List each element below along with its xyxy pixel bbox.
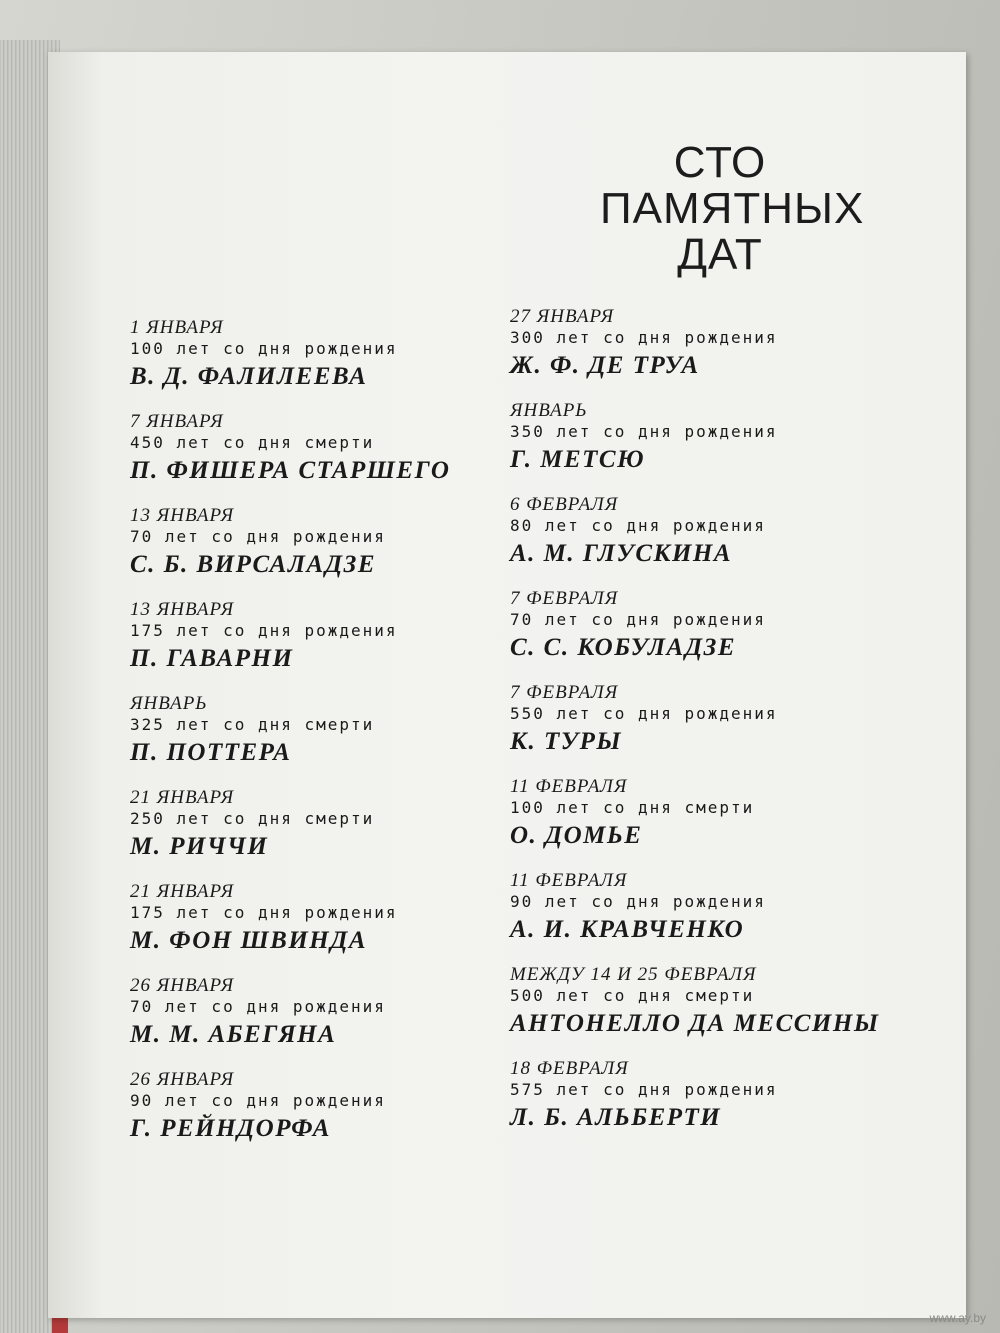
entry-date: 6 ФЕВРАЛЯ (510, 494, 619, 515)
entry-date: 7 ФЕВРАЛЯ (510, 682, 619, 703)
entry-anniversary: 100 лет со дня рождения (130, 339, 398, 358)
entry-date: 18 ФЕВРАЛЯ (510, 1058, 629, 1079)
entry-name: П. ПОТТЕРА (130, 739, 292, 766)
entry-name: А. М. ГЛУСКИНА (510, 540, 733, 567)
entry-date: 21 ЯНВАРЯ (130, 881, 235, 902)
entry-date: 26 ЯНВАРЯ (130, 975, 235, 996)
entry-anniversary: 90 лет со дня рождения (130, 1091, 386, 1110)
date-entry (130, 788, 500, 882)
date-entry (510, 307, 930, 401)
date-entry (130, 882, 500, 976)
entry-anniversary: 70 лет со дня рождения (510, 610, 766, 629)
entry-name: Г. МЕТСЮ (510, 446, 645, 473)
entry-date: ЯНВАРЬ (130, 693, 208, 714)
entry-name: О. ДОМЬЕ (510, 822, 643, 849)
entry-anniversary: 100 лет со дня смерти (510, 798, 755, 817)
entry-anniversary: 325 лет со дня смерти (130, 715, 375, 734)
entry-name: С. Б. ВИРСАЛАДЗЕ (130, 551, 376, 578)
date-entry (510, 589, 930, 683)
date-entry (130, 318, 500, 412)
date-entry (130, 976, 500, 1070)
entry-anniversary: 575 лет со дня рождения (510, 1080, 778, 1099)
title-line: СТО (673, 138, 767, 187)
entry-date: 13 ЯНВАРЯ (130, 599, 235, 620)
entry-name: П. ГАВАРНИ (130, 645, 294, 672)
entry-name: Г. РЕЙНДОРФА (130, 1115, 331, 1142)
entry-anniversary: 80 лет со дня рождения (510, 516, 766, 535)
entry-date: 26 ЯНВАРЯ (130, 1069, 235, 1090)
date-entry (510, 683, 930, 777)
entry-name: М. М. АБЕГЯНА (130, 1021, 337, 1048)
date-entry (510, 871, 930, 965)
entry-name: А. И. КРАВЧЕНКО (510, 916, 745, 943)
date-entry (130, 1070, 500, 1164)
entry-anniversary: 500 лет со дня смерти (510, 986, 755, 1005)
entry-date: 27 ЯНВАРЯ (510, 306, 615, 327)
page-title (600, 138, 865, 279)
watermark: www.ay.by (929, 1311, 986, 1325)
entry-anniversary: 175 лет со дня рождения (130, 903, 398, 922)
entry-name: Ж. Ф. ДЕ ТРУА (510, 352, 700, 379)
entry-date: 7 ФЕВРАЛЯ (510, 588, 619, 609)
entry-name: С. С. КОБУЛАДЗЕ (510, 634, 736, 661)
entry-date: 7 ЯНВАРЯ (130, 411, 224, 432)
entry-name: М. РИЧЧИ (130, 833, 269, 860)
date-entry (130, 412, 500, 506)
entry-name: М. ФОН ШВИНДА (130, 927, 368, 954)
right-column (510, 307, 930, 1153)
title-line: ДАТ (677, 230, 763, 279)
entry-date: ЯНВАРЬ (510, 400, 588, 421)
entry-date: 21 ЯНВАРЯ (130, 787, 235, 808)
entry-date: 13 ЯНВАРЯ (130, 505, 235, 526)
date-entry (510, 1059, 930, 1153)
entry-date: МЕЖДУ 14 И 25 ФЕВРАЛЯ (510, 964, 757, 985)
entry-name: АНТОНЕЛЛО ДА МЕССИНЫ (510, 1010, 880, 1037)
date-entry (510, 777, 930, 871)
date-entry (510, 965, 930, 1059)
entry-name: В. Д. ФАЛИЛЕЕВА (130, 363, 368, 390)
entry-anniversary: 550 лет со дня рождения (510, 704, 778, 723)
entry-name: К. ТУРЫ (510, 728, 623, 755)
date-entry (130, 506, 500, 600)
title-line: ПАМЯТНЫХ (600, 184, 865, 233)
entry-anniversary: 175 лет со дня рождения (130, 621, 398, 640)
entry-anniversary: 90 лет со дня рождения (510, 892, 766, 911)
entry-anniversary: 450 лет со дня смерти (130, 433, 375, 452)
entry-date: 11 ФЕВРАЛЯ (510, 776, 628, 797)
left-column (130, 318, 500, 1164)
entry-name: Л. Б. АЛЬБЕРТИ (510, 1104, 722, 1131)
entry-anniversary: 70 лет со дня рождения (130, 997, 386, 1016)
entry-anniversary: 350 лет со дня рождения (510, 422, 778, 441)
date-entry (130, 694, 500, 788)
entry-date: 11 ФЕВРАЛЯ (510, 870, 628, 891)
entry-anniversary: 300 лет со дня рождения (510, 328, 778, 347)
entry-anniversary: 250 лет со дня смерти (130, 809, 375, 828)
date-entry (130, 600, 500, 694)
date-entry (510, 401, 930, 495)
entry-name: П. ФИШЕРА СТАРШЕГО (130, 457, 451, 484)
entry-date: 1 ЯНВАРЯ (130, 317, 224, 338)
date-entry (510, 495, 930, 589)
entry-anniversary: 70 лет со дня рождения (130, 527, 386, 546)
